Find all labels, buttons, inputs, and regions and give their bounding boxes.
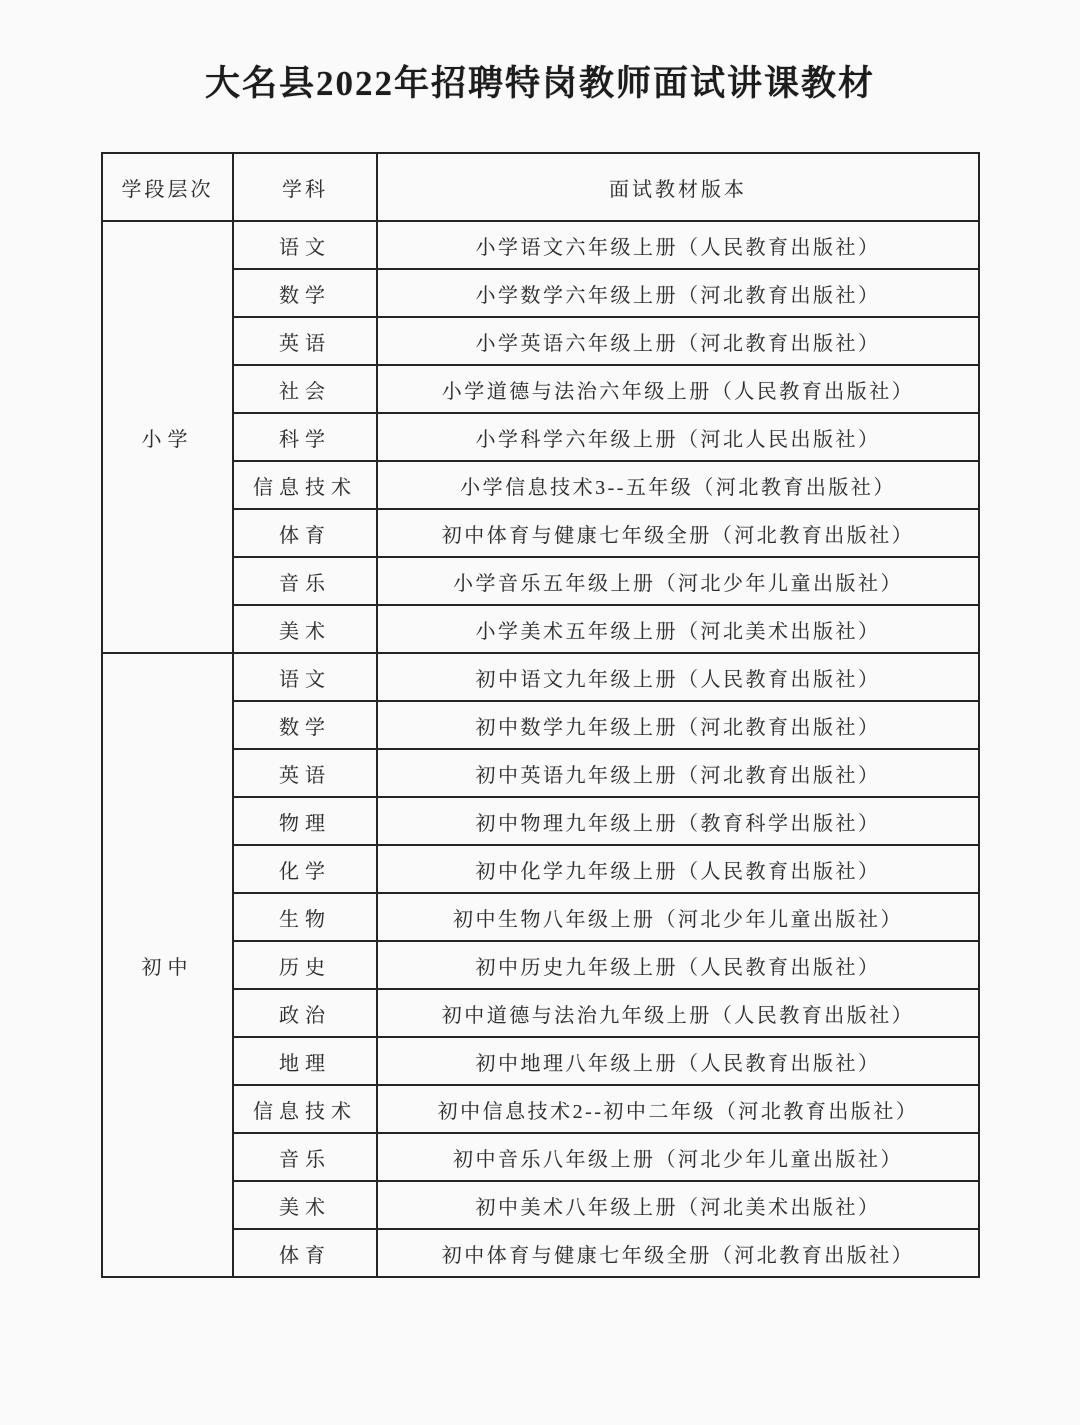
table-row bbox=[102, 941, 979, 989]
table-row bbox=[102, 605, 979, 653]
subject-cell: 历史 bbox=[233, 941, 377, 989]
textbook-cell: 初中信息技术2--初中二年级（河北教育出版社） bbox=[377, 1085, 979, 1133]
table-row bbox=[102, 701, 979, 749]
subject-cell: 数学 bbox=[233, 269, 377, 317]
textbook-cell: 初中物理九年级上册（教育科学出版社） bbox=[377, 797, 979, 845]
header-row bbox=[102, 153, 979, 221]
col-header-level: 学段层次 bbox=[102, 153, 233, 221]
level-cell: 初中 bbox=[102, 653, 233, 1277]
level-cell: 小学 bbox=[102, 221, 233, 653]
subject-cell: 生物 bbox=[233, 893, 377, 941]
textbook-cell: 小学科学六年级上册（河北人民出版社） bbox=[377, 413, 979, 461]
textbook-cell: 初中美术八年级上册（河北美术出版社） bbox=[377, 1181, 979, 1229]
subject-cell: 语文 bbox=[233, 221, 377, 269]
table-row bbox=[102, 509, 979, 557]
textbook-cell: 小学语文六年级上册（人民教育出版社） bbox=[377, 221, 979, 269]
table-row bbox=[102, 461, 979, 509]
table-row bbox=[102, 1133, 979, 1181]
textbook-cell: 初中化学九年级上册（人民教育出版社） bbox=[377, 845, 979, 893]
table-row bbox=[102, 317, 979, 365]
subject-cell: 化学 bbox=[233, 845, 377, 893]
subject-cell: 数学 bbox=[233, 701, 377, 749]
table-body bbox=[102, 221, 979, 1277]
table-row bbox=[102, 413, 979, 461]
textbook-cell: 初中体育与健康七年级全册（河北教育出版社） bbox=[377, 509, 979, 557]
table-row bbox=[102, 1085, 979, 1133]
subject-cell: 信息技术 bbox=[233, 1085, 377, 1133]
textbook-cell: 小学道德与法治六年级上册（人民教育出版社） bbox=[377, 365, 979, 413]
textbook-cell: 初中体育与健康七年级全册（河北教育出版社） bbox=[377, 1229, 979, 1277]
subject-cell: 科学 bbox=[233, 413, 377, 461]
textbook-cell: 初中历史九年级上册（人民教育出版社） bbox=[377, 941, 979, 989]
table-row bbox=[102, 557, 979, 605]
table-row bbox=[102, 365, 979, 413]
table-row bbox=[102, 989, 979, 1037]
textbook-cell: 初中音乐八年级上册（河北少年儿童出版社） bbox=[377, 1133, 979, 1181]
textbook-cell: 小学数学六年级上册（河北教育出版社） bbox=[377, 269, 979, 317]
table-row bbox=[102, 845, 979, 893]
textbook-cell: 初中地理八年级上册（人民教育出版社） bbox=[377, 1037, 979, 1085]
textbook-cell: 初中道德与法治九年级上册（人民教育出版社） bbox=[377, 989, 979, 1037]
table-row bbox=[102, 269, 979, 317]
table-row bbox=[102, 1229, 979, 1277]
col-header-textbook: 面试教材版本 bbox=[377, 153, 979, 221]
textbook-cell: 小学信息技术3--五年级（河北教育出版社） bbox=[377, 461, 979, 509]
table-row bbox=[102, 221, 979, 269]
table-row bbox=[102, 1037, 979, 1085]
table-row bbox=[102, 893, 979, 941]
table-row bbox=[102, 797, 979, 845]
subject-cell: 政治 bbox=[233, 989, 377, 1037]
subject-cell: 地理 bbox=[233, 1037, 377, 1085]
textbook-cell: 初中语文九年级上册（人民教育出版社） bbox=[377, 653, 979, 701]
subject-cell: 美术 bbox=[233, 1181, 377, 1229]
subject-cell: 美术 bbox=[233, 605, 377, 653]
textbook-cell: 小学音乐五年级上册（河北少年儿童出版社） bbox=[377, 557, 979, 605]
subject-cell: 音乐 bbox=[233, 1133, 377, 1181]
subject-cell: 音乐 bbox=[233, 557, 377, 605]
textbook-cell: 小学英语六年级上册（河北教育出版社） bbox=[377, 317, 979, 365]
table-row bbox=[102, 749, 979, 797]
subject-cell: 英语 bbox=[233, 749, 377, 797]
textbook-cell: 初中数学九年级上册（河北教育出版社） bbox=[377, 701, 979, 749]
textbook-cell: 初中英语九年级上册（河北教育出版社） bbox=[377, 749, 979, 797]
subject-cell: 社会 bbox=[233, 365, 377, 413]
materials-table bbox=[101, 152, 980, 1278]
subject-cell: 信息技术 bbox=[233, 461, 377, 509]
col-header-subject: 学科 bbox=[233, 153, 377, 221]
subject-cell: 体育 bbox=[233, 509, 377, 557]
subject-cell: 物理 bbox=[233, 797, 377, 845]
subject-cell: 语文 bbox=[233, 653, 377, 701]
textbook-cell: 小学美术五年级上册（河北美术出版社） bbox=[377, 605, 979, 653]
page-title: 大名县2022年招聘特岗教师面试讲课教材 bbox=[204, 64, 875, 103]
subject-cell: 英语 bbox=[233, 317, 377, 365]
table-row bbox=[102, 1181, 979, 1229]
subject-cell: 体育 bbox=[233, 1229, 377, 1277]
table-row bbox=[102, 653, 979, 701]
textbook-cell: 初中生物八年级上册（河北少年儿童出版社） bbox=[377, 893, 979, 941]
